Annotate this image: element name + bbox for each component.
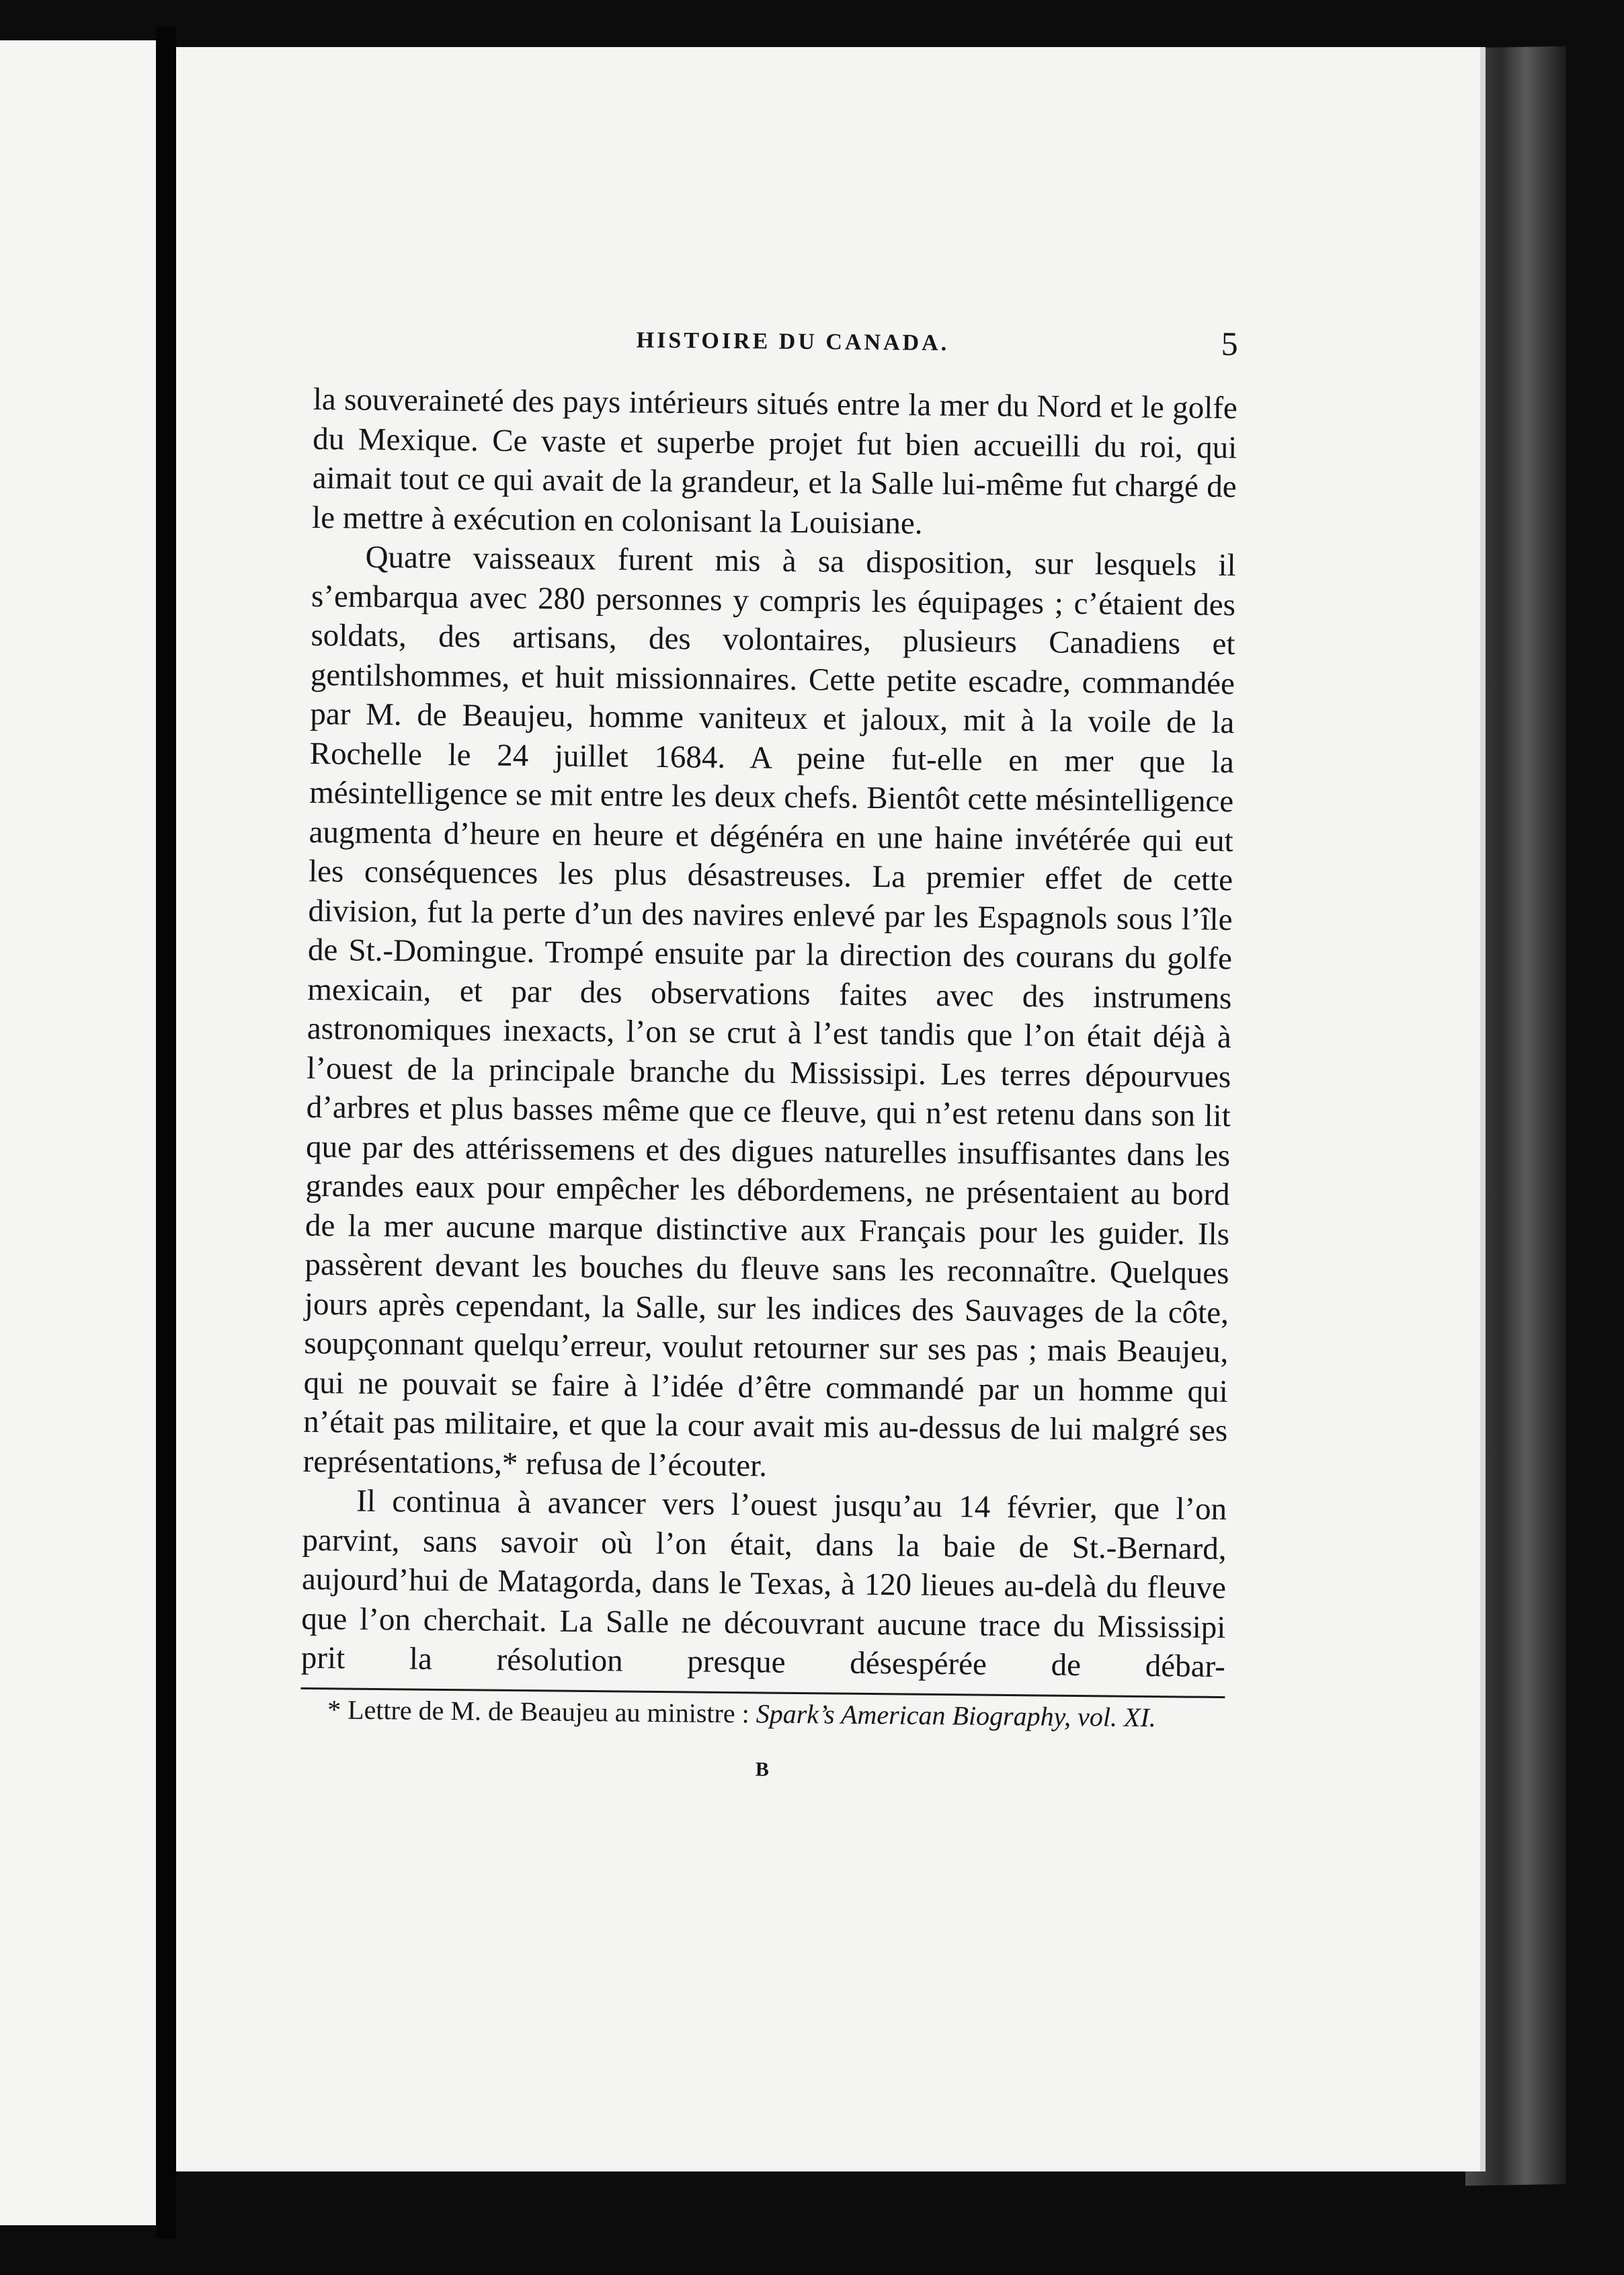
paragraph-2: Quatre vaisseaux furent mis à sa disposition, sur lesquels il s’embarqua avec 280 personnes y compris les équipages ; c’étaient des soldats, des artisans, des volontaires, plusieurs Canadiens et gentilshommes, et huit missionnaires. Cette petite escadre, commandée par M. de Beaujeu, homme vaniteux et jaloux, mit à la voile de la Rochelle le 24 juillet 1684. A peine fut-elle en mer que la mésintelligence se mit entre les deux chefs. Bientôt cette mésintelligence augmenta d’heure en heure et dégénéra en une haine invétérée qui eut les conséquences les plus désastreuses. La premier effet de cette division, fut la perte d’un des navires enlevé par les Espagnols sous l’île de St.-Domingue. Trompé ensuite par la direction des courans du golfe mexicain, et par des observations faites avec des instrumens astronomiques inexacts, l’on se crut à l’est tandis que l’on était déjà à l’ouest de la principale branche du Mississipi. Les terres dépourvues d’arbres et plus basses même que ce fleuve, qui n’est retenu dans son lit que par des attérissemens et des digues naturelles insuffisantes dans les grandes eaux pour empêcher les débordemens, ne présentaient au bord de la mer aucune marque distinctive aux Français pour les guider. Ils passèrent devant les bouches du fleuve sans les reconnaître. Quelques jours après cependant, la Salle, sur les indices des Sauvages de la côte, soupçonnant quelqu’erreur, voulut retourner sur ses pas ; mais Beaujeu, qui ne pouvait se faire à l’idée d’être commandé par un homme qui n’était pas militaire, et que la cour avait mis au-dessus de lui malgré ses représentations,* refusa de l’écouter. (302, 539, 1236, 1484)
footnote (300, 1691, 1225, 1735)
page-content (298, 319, 1238, 2042)
footnote-text: * Lettre de M. de Beaujeu au ministre : (327, 1693, 749, 1728)
page-number: 5 (1221, 324, 1238, 363)
facing-page (0, 40, 160, 2225)
page-block-edge (1465, 46, 1566, 2186)
paragraph-1: la souveraineté des pays intérieurs situés entre la mer du Nord et le golfe du Mexique. Ce vaste et superbe projet fut bien accueilli du roi, qui aimait tout ce qui avait de la grandeur, et la Salle lui-même fut chargé de le mettre à exécution en colonisant la Louisiane. (311, 381, 1238, 541)
footnote-citation: Spark’s American Biography, vol. XI. (756, 1698, 1157, 1732)
running-head (313, 319, 1238, 389)
signature-mark: B (755, 1757, 769, 1781)
running-title: HISTOIRE DU CANADA. (636, 327, 950, 356)
paragraph-3: Il continua à avancer vers l’ouest jusqu’au 14 février, que l’on parvint, sans savoir où l’on était, dans la baie de St.-Bernard, aujourd’hui de Matagorda, dans le Texas, à 120 lieues au-delà du fleuve que l’on cherchait. La Salle ne découvrant aucune trace du Mississipi prit la résolution presque désespérée de débar- (300, 1483, 1227, 1685)
book-gutter (156, 27, 176, 2239)
book-page (176, 47, 1480, 2171)
